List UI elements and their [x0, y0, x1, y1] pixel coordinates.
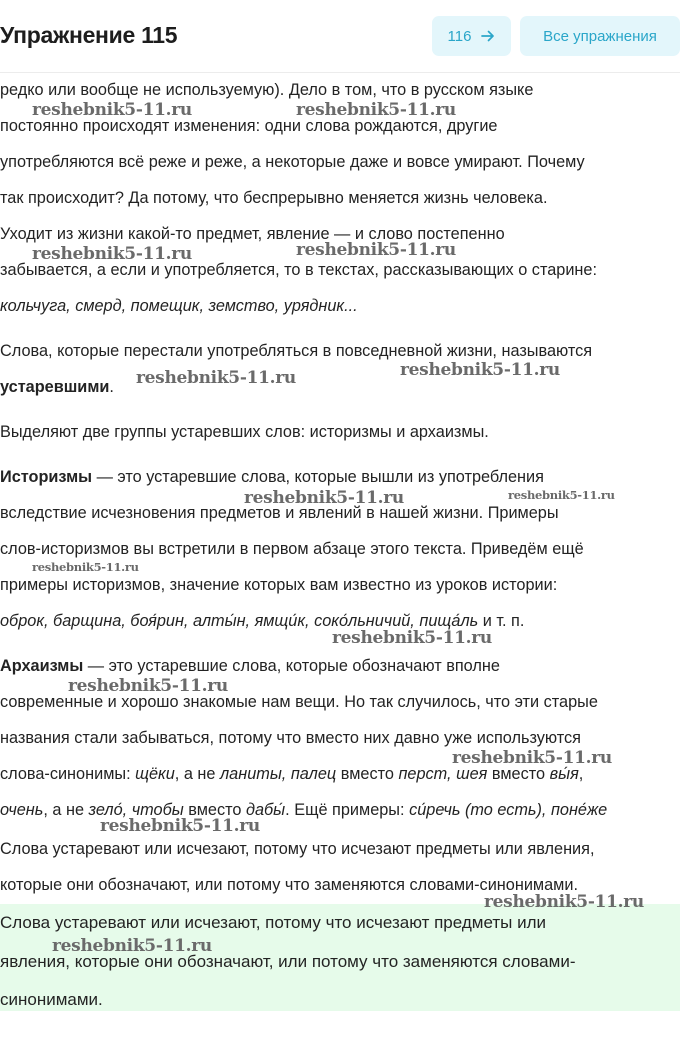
text-line: забывается, а если и употребляется, то в текстах, рассказывающих о старине: — [0, 261, 597, 279]
answer-block — [0, 904, 680, 1011]
text-line-examples: кольчуга, смерд, помещик, земство, урядник... — [0, 297, 358, 315]
watermark: reshebnik5-11.ru — [32, 560, 139, 574]
all-exercises-button[interactable]: Все упражнения — [520, 16, 680, 56]
arrow-right-icon — [481, 29, 495, 43]
next-exercise-label: 116 — [447, 27, 472, 45]
watermark: reshebnik5-11.ru — [32, 100, 192, 120]
text-line: вследствие исчезновения предметов и явлений в нашей жизни. Примеры — [0, 504, 559, 522]
text-line: слов-историзмов вы встретили в первом абзаце этого текста. Приведём ещё — [0, 540, 584, 558]
text-line: Выделяют две группы устаревших слов: историзмы и архаизмы. — [0, 423, 489, 441]
text-line: Историзмы — это устаревшие слова, которые вышли из употребления — [0, 468, 544, 486]
term-arhaizmy: Архаизмы — [0, 657, 84, 675]
watermark: reshebnik5-11.ru — [332, 628, 492, 648]
watermark: reshebnik5-11.ru — [508, 488, 615, 502]
answer-line: Слова устаревают или исчезают, потому что исчезают предметы или — [0, 913, 546, 932]
watermark: reshebnik5-11.ru — [68, 676, 228, 696]
term-istorizmy: Историзмы — [0, 468, 93, 486]
text-line: устаревшими. — [0, 378, 114, 396]
header — [0, 0, 680, 73]
text-line: Архаизмы — это устаревшие слова, которые обозначают вполне — [0, 657, 500, 675]
text-line: примеры историзмов, значение которых вам известно из уроков истории: — [0, 576, 558, 594]
watermark: reshebnik5-11.ru — [100, 816, 260, 836]
page-title: Упражнение 115 — [0, 22, 178, 48]
text-line: которые они обозначают, или потому что заменяются словами-синонимами. — [0, 876, 578, 894]
text-line: названия стали забываться, потому что вместо них давно уже используются — [0, 729, 581, 747]
text-line: так происходит? Да потому, что беспрерывно меняется жизнь человека. — [0, 189, 548, 207]
watermark: reshebnik5-11.ru — [296, 240, 456, 260]
text-line: редко или вообще не используемую). Дело в том, что в русском языке — [0, 81, 534, 99]
watermark: reshebnik5-11.ru — [296, 100, 456, 120]
text-line: Слова устаревают или исчезают, потому что исчезают предметы или явления, — [0, 840, 595, 858]
text-line: Уходит из жизни какой-то предмет, явление — и слово постепенно — [0, 225, 505, 243]
answer-line: синонимами. — [0, 990, 103, 1009]
watermark: reshebnik5-11.ru — [452, 748, 612, 768]
answer-line: явления, которые они обозначают, или потому что заменяются словами- — [0, 952, 576, 971]
watermark: reshebnik5-11.ru — [52, 936, 212, 956]
text-line: употребляются всё реже и реже, а некоторые даже и вовсе умирают. Почему — [0, 153, 585, 171]
watermark: reshebnik5-11.ru — [136, 368, 296, 388]
text-line: очень, а не зело́, чтобы вместо дабы́. Ещё примеры: си́речь (то есть), поне́же — [0, 801, 608, 819]
next-exercise-button[interactable] — [432, 16, 511, 56]
text-line: современные и хорошо знакомые нам вещи. Но так случилось, что эти старые — [0, 693, 598, 711]
watermark: reshebnik5-11.ru — [400, 360, 560, 380]
term-ustarevshie: устаревшими — [0, 378, 110, 396]
text-line: постоянно происходят изменения: одни слова рождаются, другие — [0, 117, 498, 135]
watermark: reshebnik5-11.ru — [32, 244, 192, 264]
text-line: оброк, барщина, боя́рин, алты́н, ямщи́к, соко́льничий, пища́ль и т. п. — [0, 612, 525, 630]
text-line: слова-синонимы: щёки, а не ланиты, палец вместо перст, шея вместо вы́я, — [0, 765, 584, 783]
text-line: Слова, которые перестали употребляться в повседневной жизни, называются — [0, 342, 593, 360]
watermark: reshebnik5-11.ru — [244, 488, 404, 508]
watermark: reshebnik5-11.ru — [484, 892, 644, 912]
